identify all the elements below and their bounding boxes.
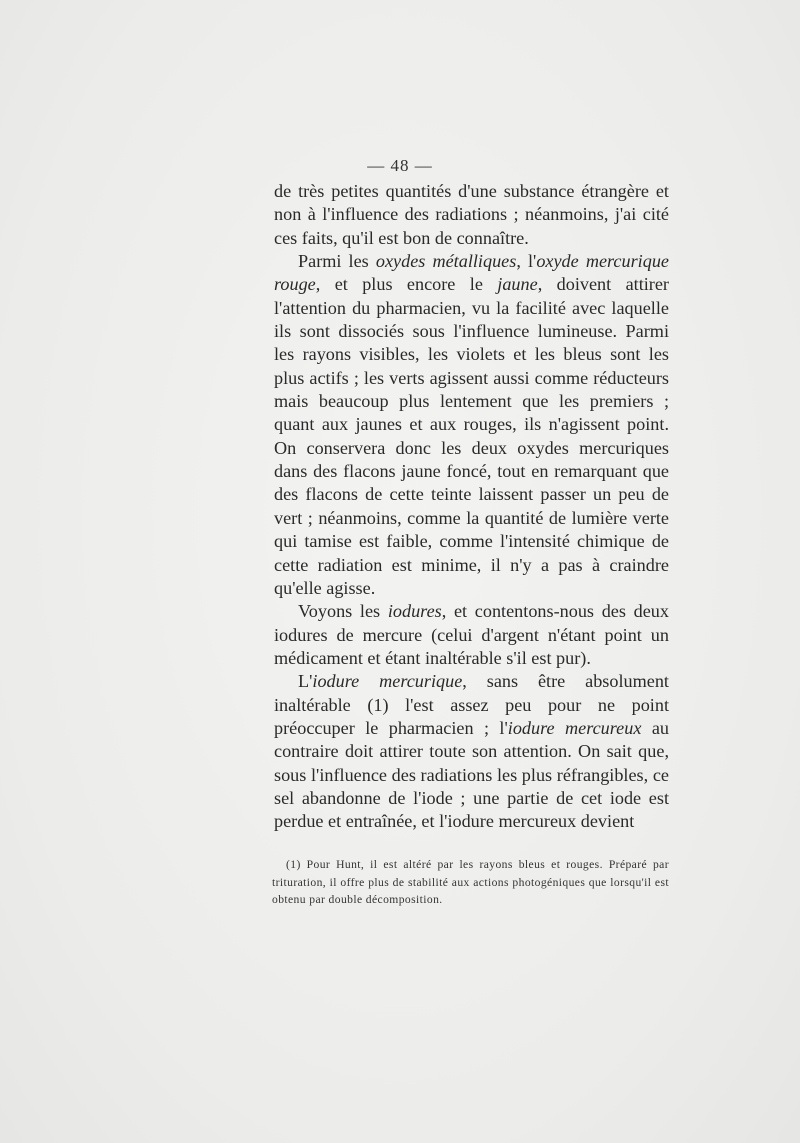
body-text [274,180,669,834]
paragraph-0-text: de très petites quantités d'une substance étrangère et non à l'influence des radiations ; néanmoins, j'ai cité ces faits, qu'il est bon de connaître. [274,181,669,248]
p1-text-g: , doivent attirer l'attention du pharmacien, vu la facilité avec laquelle ils sont dissociés sous l'influence lumineuse. Parmi les rayons visibles, les violets et les bleus sont les plus actifs ; les verts agissent aussi comme réducteurs mais beaucoup plus lentement que les premiers ; quant aux jaunes et aux rouges, ils n'agissent point. On conservera donc les deux oxydes mercuriques dans des flacons jaune foncé, tout en remarquant que des flacons de cette teinte laissent passer un peu de vert ; néanmoins, comme la quantité de lumière verte qui tamise est faible, comme l'intensité chimique de cette radiation est minime, il n'y a pas à craindre qu'elle agisse. [274,274,669,598]
p1-text-c: , l' [516,251,537,272]
footnote [272,856,669,909]
p3-italic-iodure-mercureux: iodure mercureux [507,717,642,738]
paragraph-iodures [274,600,669,670]
p3-text-c: , sans être absolument inaltérable (1) l'est assez peu pour ne point préoccuper le pharmacien ; l' [274,671,669,738]
p1-text-e: , et plus encore le [315,274,498,295]
p1-text-a: Parmi les [298,251,376,272]
paragraph-continuation [274,180,669,250]
p2-italic-iodures: iodures [387,601,442,622]
p1-italic-oxyde-mercurique-rouge: oxyde mercurique rouge [274,251,669,295]
p2-text-c: , et contentons-nous des deux iodures de mercure (celui d'argent n'étant point un médicament et étant inaltérable s'il est pur). [274,601,669,668]
p3-italic-iodure-mercurique: iodure mercurique [312,671,463,692]
page-number: — 48 — [367,156,433,175]
footnote-text: (1) Pour Hunt, il est altéré par les rayons bleus et rouges. Préparé par trituration, il offre plus de stabilité aux actions photogéniques que lorsqu'il est obtenu par double décomposition. [272,858,669,906]
p3-text-a: L' [298,671,313,692]
p1-italic-jaune: jaune [497,274,538,295]
p3-text-e: au contraire doit attirer toute son attention. On sait que, sous l'influence des radiations les plus réfrangibles, ce sel abandonne de l'iode ; une partie de cet iode est perdue et entraînée, et l'iodure mercureux devient [274,717,669,832]
paragraph-iodure-mercurique [274,670,669,833]
paragraph-oxydes [274,250,669,600]
p2-text-a: Voyons les [298,601,388,622]
p1-italic-oxydes-metalliques: oxydes métalliques [375,251,517,272]
